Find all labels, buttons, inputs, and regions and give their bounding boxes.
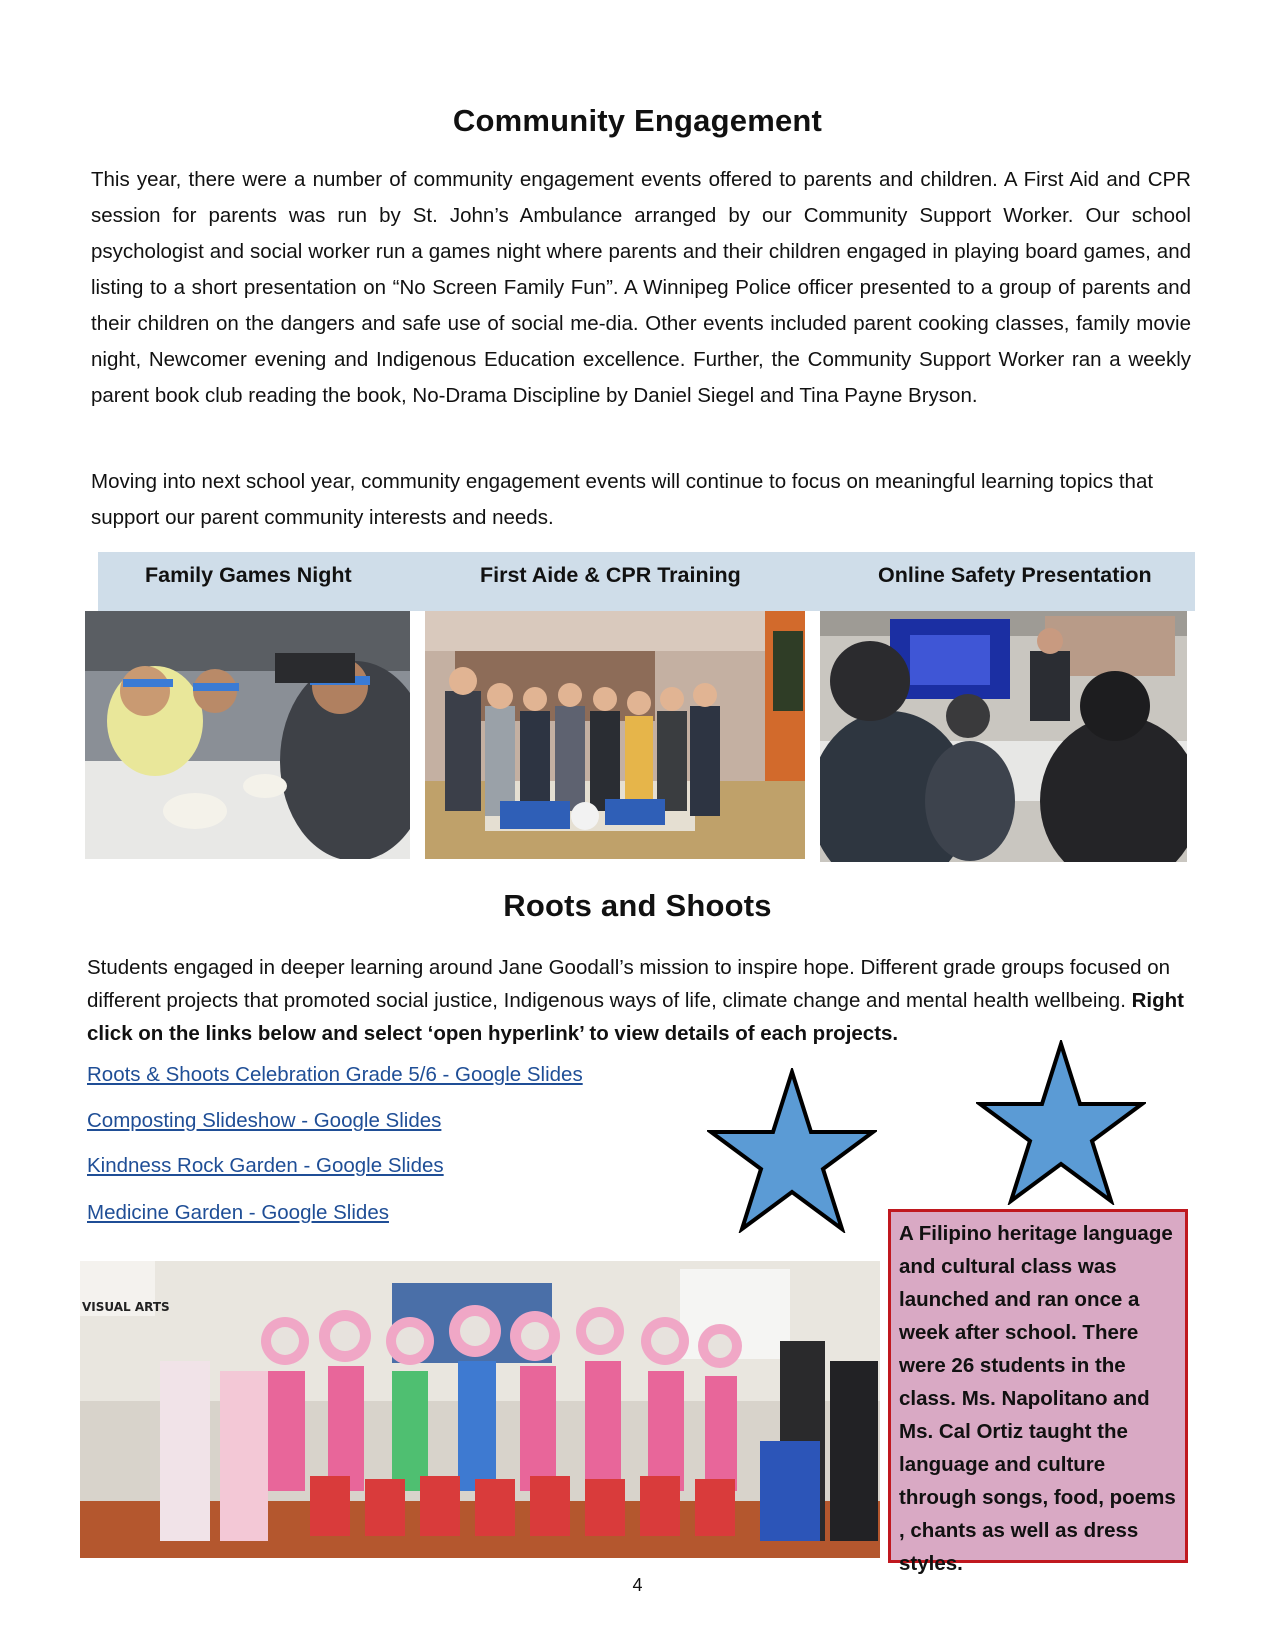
roots-intro-instruction: Right click on the links below and select ‘open hyperlink’ to view details of each projects. — [87, 989, 1184, 1045]
link-medicine-garden[interactable]: Medicine Garden - Google Slides — [87, 1201, 389, 1224]
page-number: 4 — [632, 1575, 643, 1595]
star-icon — [707, 1068, 877, 1233]
caption-online-safety: Online Safety Presentation — [878, 563, 1152, 587]
photo-first-aid-cpr — [425, 611, 805, 859]
filipino-class-callout — [888, 1209, 1188, 1575]
community-paragraph-1: This year, there were a number of community engagement events offered to parents and children. A First Aid and CPR session for parents was run by St. John’s Ambulance arranged by our Community Support Worker. Our school psychologist and social worker run a games night where parents and their children engaged in playing board games, and listing to a short presentation on “No Screen Family Fun”. A Winnipeg Police officer presented to a group of parents and their children on the dangers and safe use of social me-dia. Other events included parent cooking classes, family movie night, Newcomer evening and Indigenous Education excellence. Further, the Community Support Worker ran a weekly parent book club reading the book, No-Drama Discipline by Daniel Siegel and Tina Payne Bryson. — [91, 168, 1191, 407]
roots-and-shoots-title: Roots and Shoots — [503, 888, 772, 923]
community-engagement-title: Community Engagement — [452, 103, 823, 138]
roots-intro — [87, 951, 1192, 1050]
photo-online-safety — [820, 611, 1187, 862]
visual-arts-sign: VISUAL ARTS — [82, 1300, 170, 1314]
photo-family-games-night — [85, 611, 410, 859]
link-composting-slideshow[interactable]: Composting Slideshow - Google Slides — [87, 1109, 442, 1132]
photo-filipino-class-group — [80, 1261, 880, 1558]
caption-family-games-night: Family Games Night — [145, 563, 352, 587]
star-icon — [976, 1040, 1146, 1205]
callout-text: A Filipino heritage language and cultural class was launched and ran once a week after school. There were 26 students in the class. Ms. Napolitano and Ms. Cal Ortiz taught the language and culture through songs, food, poems , chants as well as dress styles. — [899, 1222, 1176, 1575]
community-paragraph-2: Moving into next school year, community engagement events will continue to focus on meaningful learning topics that support our parent community interests and needs. — [91, 470, 1154, 529]
caption-first-aid-cpr: First Aide & CPR Training — [480, 563, 741, 587]
link-kindness-rock-garden[interactable]: Kindness Rock Garden - Google Slides — [87, 1154, 444, 1177]
link-roots-shoots-celebration[interactable]: Roots & Shoots Celebration Grade 5/6 - Google Slides — [87, 1063, 583, 1086]
roots-intro-text: Students engaged in deeper learning around Jane Goodall’s mission to inspire hope. Different grade groups focused on different projects that promoted social justice, Indigenous ways of life, climate change and mental health wellbeing. — [87, 956, 1171, 1012]
